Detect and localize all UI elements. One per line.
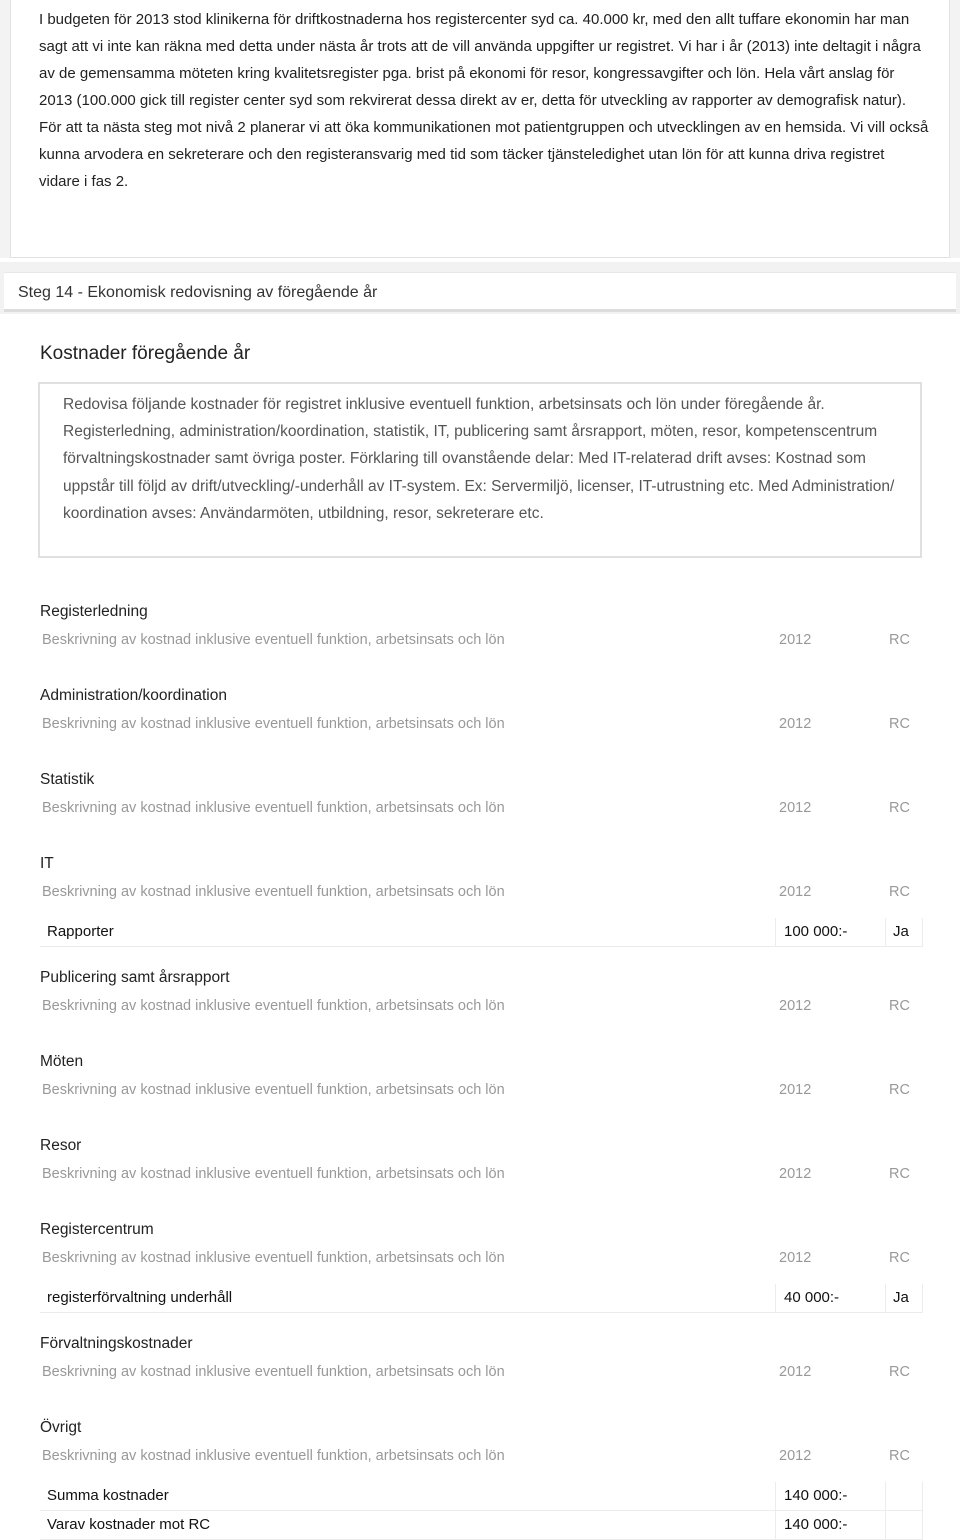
cost-description: Rapporter	[47, 923, 114, 940]
column-header-rc: RC	[889, 716, 910, 732]
column-header-description: Beskrivning av kostnad inklusive eventuell funktion, arbetsinsats och lön	[42, 884, 505, 900]
category-label-resor: Resor	[40, 1137, 82, 1154]
column-header-year: 2012	[779, 1250, 812, 1266]
column-header-description: Beskrivning av kostnad inklusive eventuell funktion, arbetsinsats och lön	[42, 1448, 505, 1464]
cost-rc: Ja	[893, 923, 909, 940]
cost-amount: 40 000:-	[784, 1289, 840, 1306]
column-header-description: Beskrivning av kostnad inklusive eventuell funktion, arbetsinsats och lön	[42, 632, 505, 648]
column-header-description: Beskrivning av kostnad inklusive eventuell funktion, arbetsinsats och lön	[42, 800, 505, 816]
column-header-rc: RC	[889, 1448, 910, 1464]
total-amount: 140 000:-	[784, 1516, 848, 1533]
category-label-forvaltningskostnader: Förvaltningskostnader	[40, 1335, 193, 1352]
cost-row-registercentrum	[40, 1284, 923, 1313]
category-label-administration: Administration/koordination	[40, 687, 227, 704]
category-label-publicering: Publicering samt årsrapport	[40, 969, 230, 986]
category-label-moten: Möten	[40, 1053, 84, 1070]
previous-answer-box	[10, 0, 950, 258]
cost-rc: Ja	[893, 1289, 909, 1306]
column-header-rc: RC	[889, 884, 910, 900]
page-gutter-left	[0, 0, 10, 258]
category-label-registercentrum: Registercentrum	[40, 1221, 154, 1238]
total-label: Summa kostnader	[47, 1487, 169, 1504]
column-header-rc: RC	[889, 1364, 910, 1380]
category-label-ovrigt: Övrigt	[40, 1419, 82, 1436]
instructions-box	[38, 382, 922, 558]
column-header-year: 2012	[779, 1166, 812, 1182]
column-header-description: Beskrivning av kostnad inklusive eventuell funktion, arbetsinsats och lön	[42, 1250, 505, 1266]
page-gutter-right	[950, 0, 960, 258]
total-label: Varav kostnader mot RC	[47, 1516, 211, 1533]
cost-description: registerförvaltning underhåll	[47, 1289, 233, 1306]
category-label-registerledning: Registerledning	[40, 603, 148, 620]
column-header-rc: RC	[889, 632, 910, 648]
column-header-year: 2012	[779, 1448, 812, 1464]
column-header-description: Beskrivning av kostnad inklusive eventuell funktion, arbetsinsats och lön	[42, 1166, 505, 1182]
cost-row-it	[40, 918, 923, 947]
column-header-description: Beskrivning av kostnad inklusive eventuell funktion, arbetsinsats och lön	[42, 1082, 505, 1098]
instructions-text: Redovisa följande kostnader för registret inklusive eventuell funktion, arbetsinsats och lön under föregående år. Registerledning, administration/koordination, statistik, IT, publicering samt årsrapport, möten, resor, kompetenscentrum förvaltningskostnader samt övriga poster. Förklaring till ovanstående delar: Med IT-relaterad drift avses: Kostnad som uppstår till följd av drift/utveckling/-underhåll av IT-system. Ex: Servermiljö, licenser, IT-utrustning etc. Med Administration/ koordination avses: Användarmöten, utbildning, resor, sekreterare etc.	[63, 396, 895, 522]
column-header-description: Beskrivning av kostnad inklusive eventuell funktion, arbetsinsats och lön	[42, 716, 505, 732]
column-header-rc: RC	[889, 1166, 910, 1182]
total-row-rc	[40, 1511, 923, 1540]
category-label-it: IT	[40, 855, 54, 872]
step-title: Steg 14 - Ekonomisk redovisning av föregående år	[18, 284, 378, 301]
total-row-sum	[40, 1482, 923, 1511]
category-label-statistik: Statistik	[40, 771, 95, 788]
column-header-year: 2012	[779, 998, 812, 1014]
column-header-year: 2012	[779, 1082, 812, 1098]
column-header-description: Beskrivning av kostnad inklusive eventuell funktion, arbetsinsats och lön	[42, 1364, 505, 1380]
column-header-year: 2012	[779, 716, 812, 732]
column-header-description: Beskrivning av kostnad inklusive eventuell funktion, arbetsinsats och lön	[42, 998, 505, 1014]
column-header-year: 2012	[779, 632, 812, 648]
column-header-year: 2012	[779, 1364, 812, 1380]
previous-answer-text: I budgeten för 2013 stod klinikerna för driftkostnaderna hos registercenter syd ca. 40.000 kr, med den allt tuffare ekonomin har man sagt att vi inte kan räkna med detta under nästa år trots att de vill använda uppgifter ur registret. Vi har i år (2013) inte deltagit i några av de gemensamma möteten kring kvalitetsregister pga. brist på ekonomi för resor, kongressavgifter och lön. Hela vårt anslag för 2013 (100.000 gick till register center syd som rekvirerat dessa direkt av er, detta för utveckling av rapporter av demografisk natur). För att ta nästa steg mot nivå 2 planerar vi att öka kommunikationen mot patientgruppen och utvecklingen av en hemsida. Vi vill också kunna arvodera en sekreterare och den registeransvarig med tid som täcker tjänsteledighet utan lön för att kunna driva registret vidare i fas 2.	[39, 11, 929, 190]
column-header-rc: RC	[889, 1250, 910, 1266]
section-title: Kostnader föregående år	[40, 343, 251, 364]
total-amount: 140 000:-	[784, 1487, 848, 1504]
column-header-year: 2012	[779, 800, 812, 816]
column-header-rc: RC	[889, 998, 910, 1014]
column-header-rc: RC	[889, 800, 910, 816]
column-header-rc: RC	[889, 1082, 910, 1098]
cost-amount: 100 000:-	[784, 923, 848, 940]
column-header-year: 2012	[779, 884, 812, 900]
